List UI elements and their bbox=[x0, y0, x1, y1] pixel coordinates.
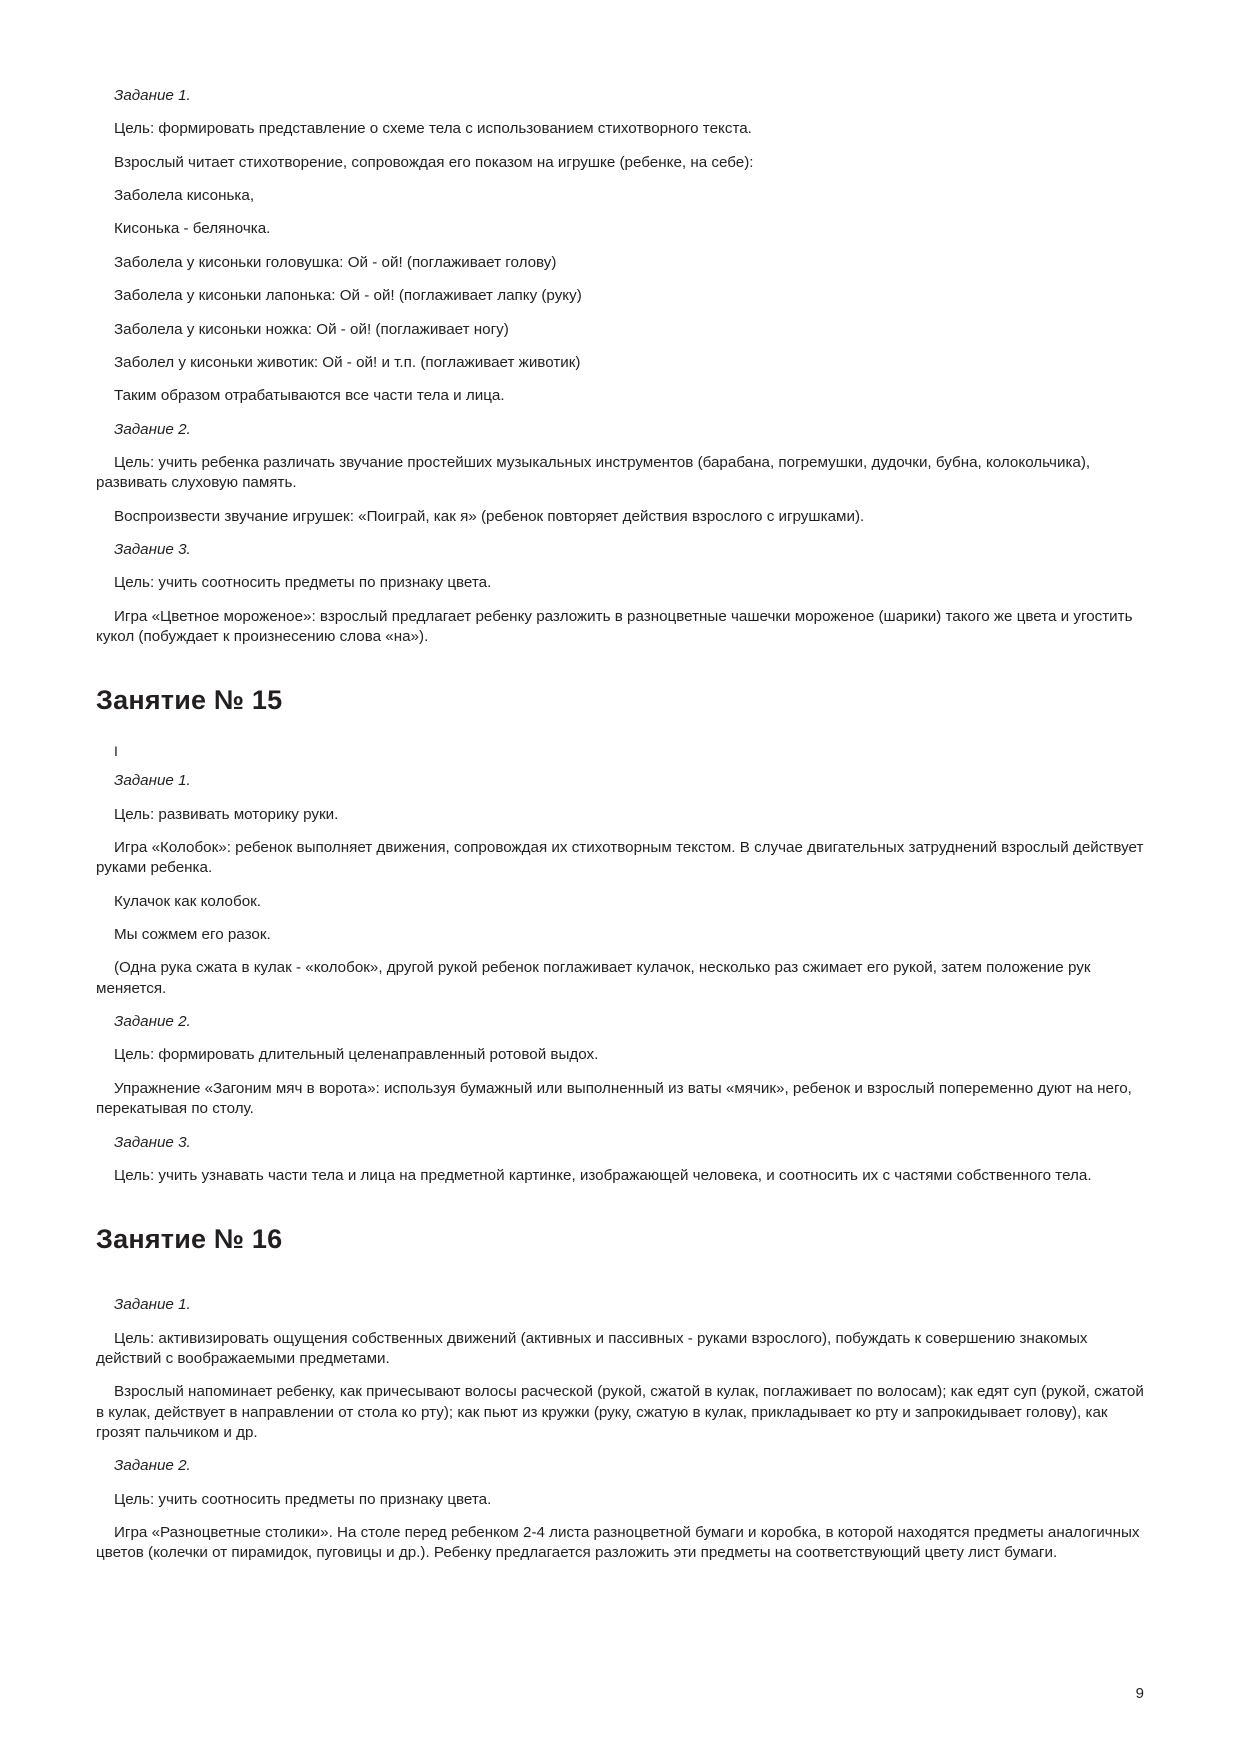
paragraph: Кисонька - беляночка. bbox=[114, 220, 271, 238]
paragraph: Заболела у кисоньки головушка: Ой - ой! (поглаживает голову) bbox=[114, 253, 557, 271]
paragraph: Игра «Разноцветные столики». На столе перед ребенком 2-4 листа разноцветной бумаги и коробка, в которой находятся предметы аналогичных цветов (колечки от пирамидок, пуговицы и др.). Ребенку предлагается разложить эти предметы на соответствующий цвету лист бумаги. bbox=[96, 1524, 1140, 1562]
section-heading: Занятие № 16 bbox=[96, 1224, 283, 1255]
paragraph: Взрослый напоминает ребенку, как причесывают волосы расческой (рукой, сжатой в кулак, поглаживает по волосам); как едят суп (рукой, сжатой в кулак, действует в направлении от стола ко рту); как пьют из кружки (руку, сжатую в кулак, прикладывает ко рту и запрокидывает голову), как грозят пальчиком и др. bbox=[96, 1383, 1144, 1442]
paragraph: Цель: учить ребенка различать звучание простейших музыкальных инструментов (барабана, погремушки, дудочки, бубна, колокольчика), развивать слуховую память. bbox=[96, 453, 1091, 492]
task-label: Задание 2. bbox=[114, 420, 191, 438]
paragraph: Цель: формировать длительный целенаправленный ротовой выдох. bbox=[114, 1046, 599, 1064]
spacer bbox=[96, 1281, 1144, 1295]
paragraph: Воспроизвести звучание игрушек: «Поиграй, как я» (ребенок повторяет действия взрослого с игрушками). bbox=[114, 507, 865, 525]
page-number: 9 bbox=[1135, 1685, 1144, 1702]
paragraph: Таким образом отрабатываются все части тела и лица. bbox=[114, 387, 505, 405]
task-label: Задание 1. bbox=[114, 87, 191, 104]
section-heading: Занятие № 15 bbox=[96, 685, 283, 716]
task-label: Задание 3. bbox=[114, 1133, 191, 1151]
paragraph: Упражнение «Загоним мяч в ворота»: используя бумажный или выполненный из ваты «мячик», ребенок и взрослый попеременно дуют на него, перекатывая по столу. bbox=[96, 1079, 1132, 1118]
document-body bbox=[96, 86, 1144, 1564]
paragraph: Заболел у кисоньки животик: Ой - ой! и т.п. (поглаживает животик) bbox=[114, 353, 581, 371]
paragraph: Заболела кисонька, bbox=[114, 187, 255, 205]
paragraph: Взрослый читает стихотворение, сопровождая его показом на игрушке (ребенке, на себе): bbox=[114, 153, 754, 171]
paragraph: Цель: учить соотносить предметы по признаку цвета. bbox=[114, 574, 492, 592]
paragraph: Заболела у кисоньки лапонька: Ой - ой! (поглаживает лапку (руку) bbox=[114, 287, 582, 305]
paragraph: Цель: активизировать ощущения собственных движений (активных и пассивных - руками взрослого), побуждать к совершению знакомых действий с воображаемыми предметами. bbox=[96, 1329, 1088, 1367]
paragraph: Игра «Цветное мороженое»: взрослый предлагает ребенку разложить в разноцветные чашечки мороженое (шарики) такого же цвета и угостить кукол (побуждает к произнесению слова «на»). bbox=[96, 607, 1133, 646]
task-label: Задание 1. bbox=[114, 772, 191, 790]
task-label: Задание 1. bbox=[114, 1296, 191, 1314]
paragraph: Кулачок как колобок. bbox=[114, 892, 262, 910]
task-label: Задание 3. bbox=[114, 541, 191, 559]
task-label: Задание 2. bbox=[114, 1457, 191, 1475]
paragraph: Цель: развивать моторику руки. bbox=[114, 805, 339, 823]
paragraph: Заболела у кисоньки ножка: Ой - ой! (поглаживает ногу) bbox=[114, 320, 509, 338]
paragraph: Мы сожмем его разок. bbox=[114, 926, 271, 944]
list-marker: I bbox=[114, 743, 118, 760]
paragraph: Игра «Колобок»: ребенок выполняет движения, сопровождая их стихотворным текстом. В случае двигательных затруднений взрослый действует руками ребенка. bbox=[96, 838, 1144, 877]
paragraph: Цель: учить узнавать части тела и лица на предметной картинке, изображающей человека, и соотносить их с частями собственного тела. bbox=[114, 1166, 1092, 1184]
paragraph: Цель: формировать представление о схеме тела с использованием стихотворного текста. bbox=[114, 120, 752, 138]
task-label: Задание 2. bbox=[114, 1013, 191, 1031]
paragraph: Цель: учить соотносить предметы по признаку цвета. bbox=[114, 1490, 492, 1508]
paragraph: (Одна рука сжата в кулак - «колобок», другой рукой ребенок поглаживает кулачок, несколько раз сжимает его рукой, затем положение рук меняется. bbox=[96, 959, 1091, 997]
